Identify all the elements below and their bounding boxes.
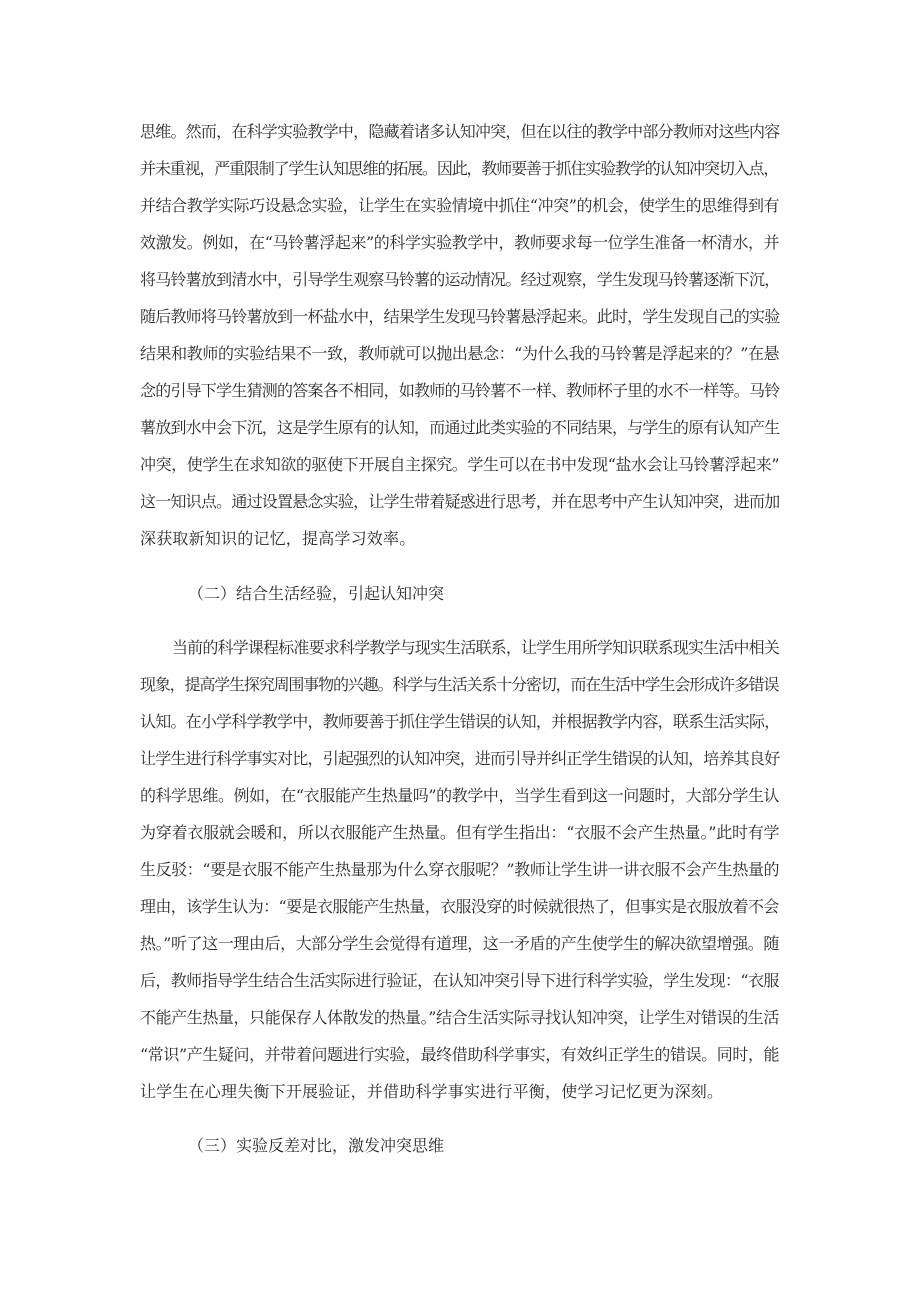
text-line: 让学生在心理失衡下开展验证，并借助科学事实进行平衡，使学习记忆更为深刻。 <box>140 1082 724 1101</box>
text-line: 认知。在小学科学教学中，教师要善于抓住学生错误的认知，并根据教学内容，联系生活实际， <box>140 712 780 731</box>
text-line: 热。”听了这一理由后，大部分学生会觉得有道理，这一矛盾的产生使学生的解决欲望增强。随 <box>140 934 779 953</box>
text-line: 并结合教学实际巧设悬念实验，让学生在实验情境中抓住“冲突”的机会，使学生的思维得到有 <box>140 196 780 215</box>
text-line: 不能产生热量，只能保存人体散发的热量。”结合生活实际寻找认知冲突，让学生对错误的生活 <box>140 1008 779 1027</box>
section-heading-2: （二）结合生活经验，引起认知冲突 <box>188 584 445 603</box>
text-line: 生反驳：“要是衣服不能产生热量那为什么穿衣服呢？”教师让学生讲一讲衣服不会产生热量的 <box>140 860 780 879</box>
text-line: 后，教师指导学生结合生活实际进行验证，在认知冲突引导下进行科学实验，学生发现：“衣服 <box>140 971 779 990</box>
text-line: 深获取新知识的记忆，提高学习效率。 <box>140 529 416 548</box>
text-line: 效激发。例如，在“马铃薯浮起来”的科学实验教学中，教师要求每一位学生准备一杯清水，并 <box>140 233 780 252</box>
text-line: 薯放到水中会下沉，这是学生原有的认知，而通过此类实验的不同结果，与学生的原有认知产生 <box>140 418 780 437</box>
text-line: 将马铃薯放到清水中，引导学生观察马铃薯的运动情况。经过观察，学生发现马铃薯逐渐下沉， <box>140 270 780 289</box>
text-line: 结果和教师的实验结果不一致，教师就可以抛出悬念：“为什么我的马铃薯是浮起来的？”在悬 <box>140 344 780 363</box>
text-line: 念的引导下学生猜测的答案各不相同，如教师的马铃薯不一样、教师杯子里的水不一样等。马铃 <box>140 381 780 400</box>
text-line: 当前的科学课程标准要求科学教学与现实生活联系，让学生用所学知识联系现实生活中相关 <box>172 638 779 657</box>
text-line: “常识”产生疑问，并带着问题进行实验，最终借助科学事实，有效纠正学生的错误。同时，能 <box>140 1045 780 1064</box>
section-heading-3: （三）实验反差对比，激发冲突思维 <box>188 1136 445 1155</box>
text-line: 理由，该学生认为：“要是衣服能产生热量，衣服没穿的时候就很热了，但事实是衣服放着不会 <box>140 897 779 916</box>
text-line: 这一知识点。通过设置悬念实验，让学生带着疑惑进行思考，并在思考中产生认知冲突，进而加 <box>140 492 780 511</box>
text-line: 让学生进行科学事实对比，引起强烈的认知冲突，进而引导并纠正学生错误的认知，培养其良好 <box>140 749 780 768</box>
text-line: 现象，提高学生探究周围事物的兴趣。科学与生活关系十分密切，而在生活中学生会形成许多错误 <box>140 675 779 694</box>
text-line: 并未重视，严重限制了学生认知思维的拓展。因此，教师要善于抓住实验教学的认知冲突切入点， <box>140 159 779 178</box>
text-line: 为穿着衣服就会暖和，所以衣服能产生热量。但有学生指出：“衣服不会产生热量。”此时有学 <box>140 823 780 842</box>
text-line: 的科学思维。例如，在“衣服能产生热量吗”的教学中，当学生看到这一问题时，大部分学生认 <box>140 786 780 805</box>
text-line: 思维。然而，在科学实验教学中，隐藏着诸多认知冲突，但在以往的教学中部分教师对这些内容 <box>140 122 780 141</box>
text-line: 随后教师将马铃薯放到一杯盐水中，结果学生发现马铃薯悬浮起来。此时，学生发现自己的实验 <box>140 307 780 326</box>
text-line: 冲突，使学生在求知欲的驱使下开展自主探究。学生可以在书中发现“盐水会让马铃薯浮起来” <box>140 455 780 474</box>
